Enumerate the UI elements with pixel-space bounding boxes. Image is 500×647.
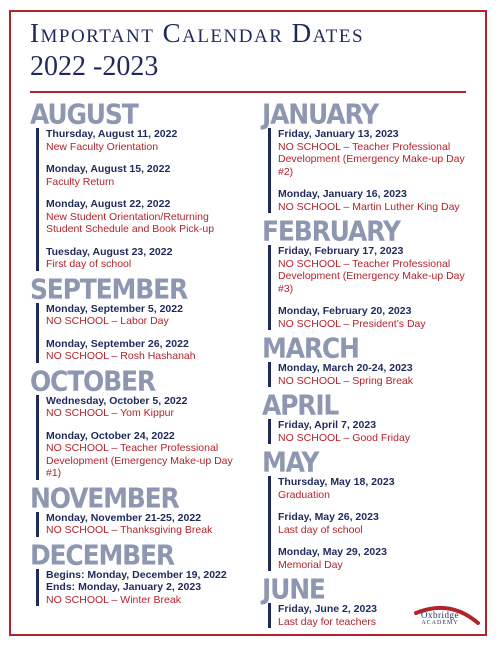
event-list [36, 303, 245, 363]
event-date: Friday, April 7, 2023 [278, 419, 377, 431]
event-date: Monday, November 21-25, 2022 [46, 511, 202, 524]
event-item [46, 163, 245, 188]
event-date: Thursday, August 11, 2022 [46, 128, 178, 140]
logo-subtitle: ACADEMY [421, 620, 459, 626]
event-description: Graduation [278, 488, 330, 501]
event-item [278, 128, 482, 178]
event-item [278, 362, 482, 387]
event-description: NO SCHOOL – Thanksgiving Break [46, 524, 213, 536]
event-item [278, 305, 482, 330]
event-list [268, 419, 482, 444]
month-section [30, 481, 245, 537]
event-list [36, 569, 245, 607]
event-description: NO SCHOOL – Labor Day [46, 315, 169, 327]
month-heading: NOVEMBER [30, 481, 179, 514]
month-section [262, 388, 482, 444]
event-date: Friday, May 26, 2023 [278, 511, 379, 523]
event-date: Monday, February 20, 2023 [278, 305, 412, 317]
event-description: NO SCHOOL – Spring Break [278, 374, 413, 387]
month-heading: JANUARY [262, 97, 379, 131]
month-heading: AUGUST [30, 97, 138, 131]
page-title [30, 20, 364, 81]
event-item [278, 188, 482, 213]
event-description: First day of school [46, 258, 132, 270]
event-description: NO SCHOOL – Yom Kippur [46, 407, 174, 419]
month-heading: DECEMBER [30, 538, 174, 571]
title-line-2: 2022 -2023 [30, 51, 159, 82]
event-item [278, 476, 482, 501]
month-heading: FEBRUARY [262, 214, 400, 248]
right-column [262, 97, 482, 632]
oxbridge-academy-logo [402, 601, 482, 631]
event-date: Monday, August 22, 2022 [46, 198, 171, 210]
event-date: Friday, June 2, 2023 [278, 603, 378, 615]
event-item [278, 419, 482, 444]
month-section [262, 331, 482, 387]
event-item [46, 430, 245, 480]
event-description: Faculty Return [46, 175, 115, 188]
event-date: Monday, October 24, 2022 [46, 429, 175, 442]
logo-name: Oxbridge [421, 610, 459, 620]
event-item [46, 246, 245, 271]
event-item [46, 198, 245, 236]
event-description: NO SCHOOL – Teacher Professional Development (Emergency Make-up Day #2) [278, 140, 465, 178]
event-description: NO SCHOOL – Teacher Professional Development (Emergency Make-up Day #1) [46, 442, 233, 479]
event-list [268, 245, 482, 330]
month-heading: APRIL [262, 388, 339, 422]
event-item [46, 128, 245, 153]
event-description: New Faculty Orientation [46, 140, 159, 153]
event-list [36, 395, 245, 480]
event-date: Monday, March 20-24, 2023 [278, 362, 413, 374]
month-section [262, 97, 482, 213]
event-description: NO SCHOOL – Winter Break [46, 593, 181, 606]
month-heading: MAY [262, 445, 319, 479]
title-line-1: Important Calendar Dates [30, 18, 365, 48]
event-date: Wednesday, October 5, 2022 [46, 394, 188, 407]
month-section [262, 214, 482, 330]
month-heading: SEPTEMBER [30, 272, 187, 305]
event-item [46, 338, 245, 363]
event-list [36, 128, 245, 271]
month-heading: MARCH [262, 331, 359, 365]
event-list [268, 362, 482, 387]
event-date: Monday, May 29, 2023 [278, 546, 387, 558]
event-description: Last day for teachers [278, 615, 377, 628]
event-description: NO SCHOOL – Rosh Hashanah [46, 350, 196, 362]
month-section [262, 445, 482, 571]
month-section [30, 364, 245, 480]
event-date: Monday, September 26, 2022 [46, 337, 189, 350]
event-description: NO SCHOOL – President’s Day [278, 317, 426, 330]
event-date: Tuesday, August 23, 2022 [46, 245, 173, 258]
month-heading: OCTOBER [30, 364, 155, 397]
event-item [278, 511, 482, 536]
month-section [30, 97, 245, 271]
event-list [268, 476, 482, 571]
event-date: Monday, January 16, 2023 [278, 188, 407, 200]
event-date: Monday, August 15, 2022 [46, 163, 171, 175]
event-description: NO SCHOOL – Teacher Professional Development (Emergency Make-up Day #3) [278, 257, 465, 295]
event-date: Begins: Monday, December 19, 2022 [46, 568, 227, 581]
event-item [278, 245, 482, 295]
event-date: Friday, January 13, 2023 [278, 128, 399, 140]
event-description: NO SCHOOL – Martin Luther King Day [278, 200, 460, 213]
event-description: NO SCHOOL – Good Friday [278, 431, 411, 444]
month-heading: JUNE [262, 572, 325, 606]
event-date-end: Ends: Monday, January 2, 2023 [46, 581, 202, 593]
event-date: Friday, February 17, 2023 [278, 245, 404, 257]
event-list [268, 128, 482, 213]
event-description: Last day of school [278, 523, 363, 536]
event-item [278, 546, 482, 571]
event-date: Thursday, May 18, 2023 [278, 476, 395, 488]
event-item [46, 569, 245, 607]
event-description: New Student Orientation/Returning Student Schedule and Book Pick-up [46, 210, 215, 235]
title-divider [30, 91, 466, 93]
left-column [30, 97, 245, 610]
event-description: Memorial Day [278, 558, 343, 571]
event-date: Monday, September 5, 2022 [46, 302, 183, 315]
month-section [30, 272, 245, 363]
month-section [30, 538, 245, 607]
